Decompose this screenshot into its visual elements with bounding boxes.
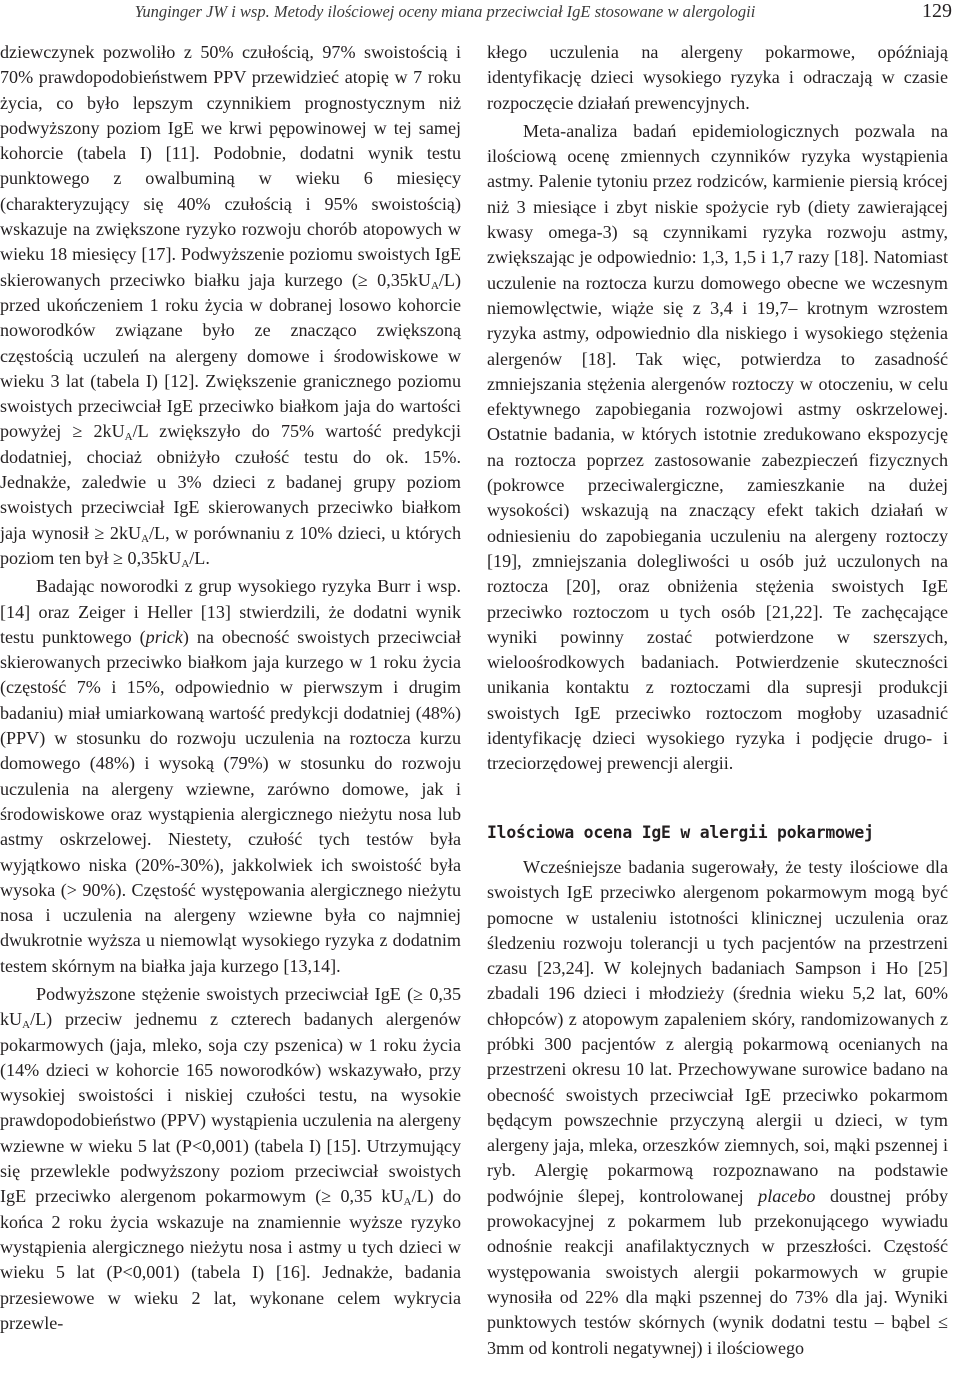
text-span: /L, w porównaniu z 10% dzieci, u których poziom ten był ≥ 0,35kU	[0, 522, 461, 568]
subscript: A	[22, 1019, 31, 1032]
text-span: /L zwiększyło do 75% wartość predykcji dodatniej, chociaż obniżyło czułość testu do ok. 15%. Jednakże, zaledwie u 3% dzieci z badanej grupy poziom swoistych przeciwciał IgE skierowanych przeciwko białkom jaja wynosił ≥ 2kU	[0, 421, 461, 543]
left-paragraph-3	[0, 982, 461, 1336]
text-span: /L) przed ukończeniem 1 roku życia w dobranej losowo kohorcie noworodków związane było ze znacząco zwiększoną częstością uczuleń na alergeny domowe i środowiskowe w wieku 3 lat (tabela I) [12]. Zwiększenie granicznego poziomu swoistych przeciwciał IgE przeciwko białkom jaja do wartości powyżej ≥ 2kU	[0, 269, 461, 442]
text-span: Wcześniejsze badania sugerowały, że testy ilościowe dla swoistych IgE przeciwko alergenom pokarmowym mogą być pomocne w ustaleniu istotności klinicznej uczulenia oraz śledzeniu rozwoju tolerancji u tych pacjentów na przestrzeni czasu [23,24]. W kolejnych badaniach Sampson i Ho [25] zbadali 196 dzieci i młodzieży (średnia wieku 5,2 lat, 60% chłopców) z atopowym zapaleniem skóry, randomizowanych z próbki 300 pacjentów z alergią pokarmową ocenianych na przestrzeni okresu 10 lat. Przechowywane surowice badano na obecność swoistych przeciwciał IgE przeciwko pokarmom będącym powszechnie przyczyną alergii u dzieci, w tym alergeny jaja, mleka, orzeszków ziemnych, soi, mąki pszennej i ryb. Alergię pokarmową rozpoznawano na podstawie podwójnie ślepej, kontrolowanej	[487, 856, 948, 1206]
right-column	[487, 40, 948, 1361]
subscript: A	[430, 279, 439, 292]
right-paragraph-2: Meta-analiza badań epidemiologicznych pozwala na ilościową ocenę zmiennych czynników ryzyka wystąpienia astmy. Palenie tytoniu przez rodziców, karmienie piersią krócej niż 3 miesiące i zbyt niskie spożycie ryb (diety zawierającej kwasy omega-3) są czynnikami ryzyka rozwoju astmy, zwiększając je odpowiednio: 1,3, 1,5 i 1,7 razy [18]. Natomiast uczulenie na roztocza kurzu domowego obecne we wczesnym niemowlęctwie, wiąże się z 3,4 i 19,7– krotnym wzrostem ryzyka astmy, odpowiednio dla niskiego i wysokiego stężenia alergenów [18]. Tak więc, potwierdza to zasadność zmniejszania stężenia alergenów roztoczy w otoczeniu, w celu efektywnego zapobiegania rozwojowi astmy oskrzelowej. Ostatnie badania, w których istotnie zredukowano ekspozycję na roztocza poprzez zastosowanie zabezpieczeń fizycznych (pokrowce przeciwalergiczne, zamieszkanie na dużej wysokości) wskazują na znaczący efekt takich działań w odniesieniu do zapobiegania uczuleniu na alergeny roztoczy [19], zmniejszania dolegliwości u osób już uczulonych na roztocza [20], oraz obniżenia stężenia swoistych IgE przeciwko roztoczom u tych osób [21,22]. Te zachęcające wyniki powinny zostać potwierdzone w szerszych, wieloośrodkowych badaniach. Potwierdzenie skuteczności unikania kontaktu z roztoczami dla supresji produkcji swoistych IgE przeciwko roztoczom mogłoby uzasadnić identyfikację dzieci wysokiego ryzyka i podjęcie drugo- i trzeciorzędowej prewencji alergii.	[487, 120, 948, 774]
left-column	[0, 40, 461, 1336]
running-head: Yunginger JW i wsp. Metody ilościowej oceny miana przeciwciał IgE stosowane w alergologii	[134, 2, 756, 21]
text-span: dziewczynek pozwoliło z 50% czułością, 97% swoistością i 70% prawdopodobieństwem PPV przewidzieć atopię w 7 roku życia, co było lepszym czynnikiem prognostycznym niż podwyższony poziom IgE we krwi pępowinowej w tej samej kohorcie (tabela I) [11]. Podobnie, dodatni wynik testu punktowego z owalbuminą w wieku 6 miesięcy (charakteryzujący się 40% czułością i 95% swoistością) wskazuje na zwiększone ryzyko rozwoju chorób atopowych w wieku 18 miesięcy [17]. Podwyższenie poziomu swoistych IgE skierowanych przeciwko białku jaja kurzego (≥ 0,35kU	[0, 42, 461, 290]
left-paragraph-1	[0, 40, 461, 571]
text-span: Badając noworodki z grup wysokiego ryzyka Burr i wsp. [14] oraz Zeiger i Heller [13] stwierdzili, że dodatni wynik testu punktowego (	[0, 576, 461, 647]
page-number: 129	[922, 0, 952, 22]
text-span: ) na obecność swoistych przeciwciał skierowanych przeciwko białkom jaja kurzego w 1 roku życia (częstość 7% i 15%, odpowiednio w pierwszym i drugim badaniu) miał umiarkowaną wartość predykcji dodatniej (48%) (PPV) w stosunku do rozwoju uczulenia na roztocza kurzu domowego (48%) i wysoką (79%) w stosunku do rozwoju uczulenia na alergeny wziewne, zarówno domowe, jak i środowiskowe oraz wystąpienia alergicznego nieżytu nosa lub astmy oskrzelowej. Niestety, czułość tych testów była wyjątkowo niska (20%-30%), jakkolwiek ich swoistość była wysoka (> 90%). Częstość występowania alergicznego nieżytu nosa i uczulenia na alergeny wziewne była co najmniej dwukrotnie wyższa u niemowląt wysokiego ryzyka z dodatnim testem skórnym na białka jaja kurzego [13,14].	[0, 626, 461, 976]
text-span: /L) do końca 2 roku życia wskazuje na znamiennie wyższe ryzyko wystąpienia alergicznego nieżytu nosa i astmy u tych dzieci w wieku 5 lat (P<0,001) (tabela I) [16]. Jednakże, badania przesiewowe w wieku 2 lat, wykonane celem wykrycia przewle-	[0, 1186, 461, 1333]
right-paragraph-1: kłego uczulenia na alergeny pokarmowe, opóźniają identyfikację dzieci wysokiego ryzyka i odraczają w czasie rozpoczęcie działań prewencyjnych.	[487, 42, 948, 113]
subscript: A	[141, 532, 150, 545]
section-heading: Ilościowa ocena IgE w alergii pokarmowej	[487, 822, 874, 842]
subscript: A	[181, 557, 190, 570]
text-span: Podwyższone stężenie swoistych przeciwciał IgE (≥ 0,35 kU	[0, 983, 461, 1030]
text-span: doustnej próby prowokacyjnej z pokarmem lub przekonującego wywiadu odnośnie reakcji anafilaktycznych w przeszłości. Częstość występowania swoistych alergii pokarmowych w grupie wynosiła od 22% dla mąki pszennej do 73% dla jaj. Wyniki punktowych testów skórnych (wynik dodatni testu – bąbel ≤ 3mm od kontroli negatywnej) i ilościowego	[487, 1185, 949, 1358]
subscript: A	[124, 431, 133, 444]
italic-term: prick	[145, 626, 183, 647]
text-span: /L) przeciw jednemu z czterech badanych alergenów pokarmowych (jaja, mleko, soja czy pszenica) w 1 roku życia (14% dzieci w kohorcie 165 noworodków) wskazywało, przy wysokiej swoistości i niskiej czułości testu, na wysokie prawdopodobieństwo (PPV) wystąpienia uczulenia na alergeny wziewne w wieku 5 lat (P<0,001) (tabela I) [15]. Utrzymujący się przewlekle podwyższony poziom przeciwciał swoistych IgE przeciwko alergenom pokarmowym (≥ 0,35 kU	[0, 1009, 461, 1207]
left-paragraph-2	[0, 574, 461, 979]
subscript: A	[403, 1196, 412, 1209]
text-span: /L.	[189, 547, 210, 568]
right-paragraph-3	[487, 855, 948, 1361]
page-header	[0, 0, 960, 34]
italic-term: placebo	[758, 1185, 816, 1206]
